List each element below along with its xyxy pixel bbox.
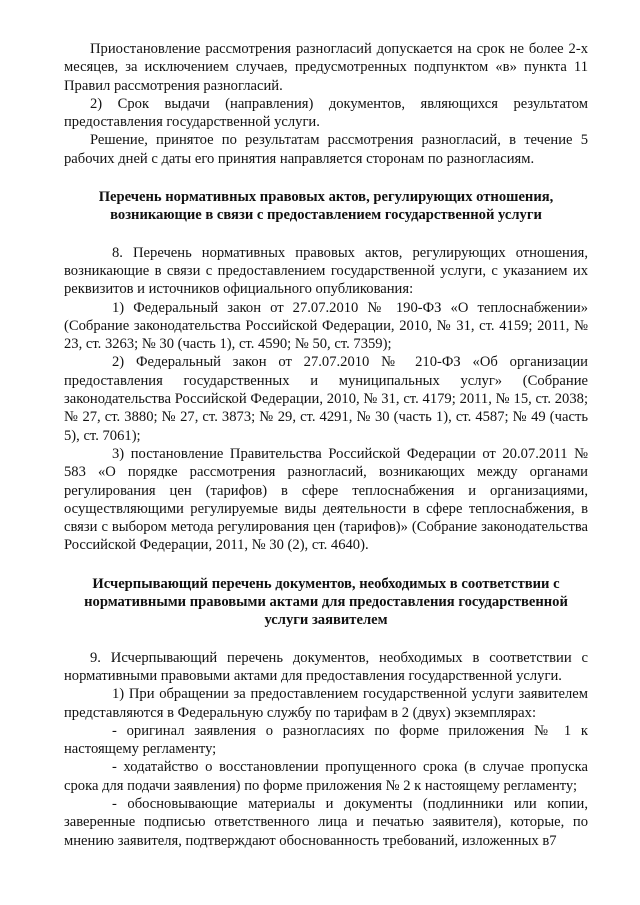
paragraph-law-190: 1) Федеральный закон от 27.07.2010 № 190-ФЗ «О теплоснабжении» (Собрание законодательства Российской Федерации, 2010, № 31, ст. 4159; 2011, № 23, ст. 3263; № 30 (часть 1), ст. 4590; № 50, ст. 7359);	[64, 299, 588, 353]
paragraph-item-8: 8. Перечень нормативных правовых актов, регулирующих отношения, возникающие в связи с предоставлением государственной услуги, с указанием их реквизитов и источников официального опубликования:	[64, 244, 588, 298]
document-page	[64, 40, 588, 850]
list-item-supporting-materials: - обосновывающие материалы и документы (подлинники или копии, заверенные подписью ответственного лица и печатью заявителя), которые, по мнению заявителя, подтверждают обоснованность требований, изложенных в7	[64, 795, 588, 849]
paragraph-issue-term: 2) Срок выдачи (направления) документов, являющихся результатом предоставления государственной услуги.	[64, 95, 588, 131]
list-item-original-application: - оригинал заявления о разногласиях по форме приложения № 1 к настоящему регламенту;	[64, 722, 588, 758]
paragraph-submission: 1) При обращении за предоставлением государственной услуги заявителем представляются в Федеральную службу по тарифам в 2 (двух) экземплярах:	[64, 686, 588, 721]
section-heading-legal-acts: Перечень нормативных правовых актов, регулирующих отношения, возникающие в связи с предоставлением государственной услуги	[98, 189, 554, 224]
paragraph-item-9: 9. Исчерпывающий перечень документов, необходимых в соответствии с нормативными правовыми актами для предоставления государственной услуги.	[64, 649, 588, 684]
section-heading-documents: Исчерпывающий перечень документов, необходимых в соответствии с нормативными правовыми актами для предоставления государственной услуги заявителем	[84, 575, 568, 629]
paragraph-resolution-583: 3) постановление Правительства Российской Федерации от 20.07.2011 № 583 «О порядке рассмотрения разногласий, возникающих между органами регулирования цен (тарифов) в сфере теплоснабжения и организациями, осуществляющими регулируемые виды деятельности в сфере теплоснабжения, в связи с выбором метода регулирования цен (тарифов)» (Собрание законодательства Российской Федерации, 2011, № 30 (2), ст. 4640).	[64, 445, 588, 554]
paragraph-law-210: 2) Федеральный закон от 27.07.2010 № 210-ФЗ «Об организации предоставления государственных и муниципальных услуг» (Собрание законодательства Российской Федерации, 2010, № 31, ст. 4179; 2011, № 15, ст. 2038; № 27, ст. 3880; № 27, ст. 3873; № 29, ст. 4291, № 30 (часть 1), ст. 4587; № 49 (часть 5), ст. 7061);	[64, 354, 588, 444]
paragraph-decision-delivery: Решение, принятое по результатам рассмотрения разногласий, в течение 5 рабочих дней с даты его принятия направляется сторонам по разногласиям.	[64, 132, 588, 167]
paragraph-suspension-term: Приостановление рассмотрения разногласий допускается на срок не более 2-х месяцев, за исключением случаев, предусмотренных подпунктом «в» пункта 11 Правил рассмотрения разногласий.	[64, 41, 588, 94]
list-item-restoration-petition: - ходатайство о восстановлении пропущенного срока (в случае пропуска срока для подачи заявления) по форме приложения № 2 к настоящему регламенту;	[64, 759, 588, 794]
